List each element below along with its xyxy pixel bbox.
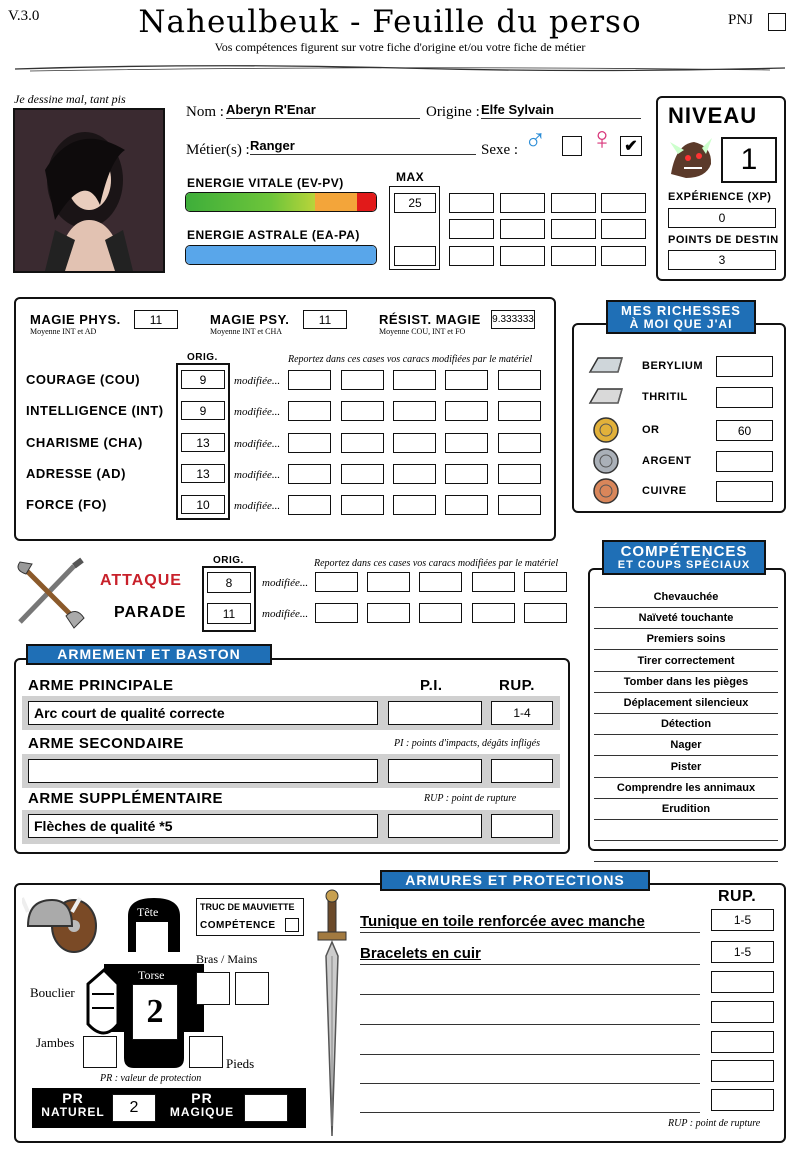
stat-modified-box[interactable]	[498, 433, 541, 453]
combat-modified-box[interactable]	[419, 603, 462, 623]
stat-modifie-label: modifiée...	[234, 500, 281, 512]
bras-left-value[interactable]	[196, 972, 230, 1005]
energy-extra-box[interactable]	[449, 219, 494, 239]
combat-modifie-label: modifiée...	[262, 608, 309, 620]
metier-field[interactable]: Ranger	[250, 138, 476, 155]
monster-icon	[666, 134, 716, 180]
armor-item-rup[interactable]: 1-5	[711, 941, 774, 963]
xp-label: EXPÉRIENCE (XP)	[668, 191, 772, 203]
bouclier-label: Bouclier	[30, 985, 75, 1000]
armor-item-name[interactable]: Tunique en toile renforcée avec manche	[360, 913, 700, 933]
armor-item-rup[interactable]	[711, 1031, 774, 1053]
pr-naturel-label-line1: PR	[62, 1090, 84, 1106]
stat-modified-box[interactable]	[288, 495, 331, 515]
stat-modifie-label: modifiée...	[234, 406, 281, 418]
max-label: MAX	[396, 170, 425, 184]
torse-label: Torse	[138, 968, 165, 982]
combat-modifie-label: modifiée...	[262, 577, 309, 589]
stat-label: CHARISME (CHA)	[26, 435, 143, 450]
stat-modified-box[interactable]	[445, 495, 488, 515]
energy-extra-box[interactable]	[551, 193, 596, 213]
energy-extra-box[interactable]	[601, 219, 646, 239]
tete-value[interactable]	[136, 922, 168, 954]
male-icon: ♂	[524, 124, 547, 157]
competence-item[interactable]: Nager	[594, 735, 778, 756]
resist-magie-value[interactable]: 9.333333	[491, 310, 535, 329]
stat-modifie-label: modifiée...	[234, 469, 281, 481]
ev-label: ENERGIE VITALE (EV-PV)	[187, 176, 344, 190]
ev-bar	[185, 192, 377, 212]
richesses-title-line1: MES RICHESSES	[621, 303, 741, 318]
combat-modified-box[interactable]	[472, 572, 515, 592]
stat-orig-value[interactable]: 10	[181, 495, 225, 514]
combat-modified-box[interactable]	[524, 572, 567, 592]
magie-psy-label: MAGIE PSY.	[210, 312, 290, 327]
metier-label: Métier(s) :	[186, 142, 250, 158]
armures-title: ARMURES ET PROTECTIONS	[380, 870, 650, 891]
ea-max-value[interactable]	[394, 246, 436, 266]
stat-modified-box[interactable]	[498, 401, 541, 421]
richesse-value[interactable]	[716, 451, 773, 472]
competence-item[interactable]	[594, 820, 778, 841]
stat-modified-box[interactable]	[288, 433, 331, 453]
portrait-image	[15, 110, 163, 271]
attaque-label: ATTAQUE	[100, 572, 182, 589]
arme-secondaire-rup[interactable]	[491, 759, 553, 783]
combat-note: Reportez dans ces cases vos caracs modifiées par le matériel	[314, 558, 559, 569]
competence-item[interactable]: Naïveté touchante	[594, 608, 778, 629]
copper-coin-icon	[586, 477, 626, 505]
stat-modified-box[interactable]	[341, 401, 384, 421]
pr-magique-label-line1: PR	[191, 1090, 213, 1106]
stat-modifie-label: modifiée...	[234, 375, 281, 387]
attaque-value[interactable]: 8	[207, 572, 251, 593]
torse-value[interactable]: 2	[132, 984, 178, 1040]
sexe-label: Sexe :	[481, 142, 519, 158]
magie-phys-label: MAGIE PHYS.	[30, 312, 121, 327]
stat-label: ADRESSE (AD)	[26, 466, 126, 481]
ev-max-value[interactable]: 25	[394, 193, 436, 213]
energy-extra-box[interactable]	[601, 193, 646, 213]
arme-principale-label: ARME PRINCIPALE	[28, 677, 174, 694]
nom-label: Nom :	[186, 104, 224, 120]
arme-principale-field[interactable]: Arc court de qualité correcte	[28, 701, 378, 725]
header-ornament-line	[10, 60, 790, 70]
stat-label: FORCE (FO)	[26, 497, 107, 512]
competence-item[interactable]: Tirer correctement	[594, 651, 778, 672]
ea-bar-fill	[186, 246, 376, 264]
stat-modified-box[interactable]	[288, 370, 331, 390]
combat-modified-box[interactable]	[472, 603, 515, 623]
armor-item-rup[interactable]: 1-5	[711, 909, 774, 931]
magie-phys-note: Moyenne INT et AD	[30, 327, 97, 336]
stat-orig-value[interactable]: 13	[181, 464, 225, 483]
stat-modified-box[interactable]	[341, 370, 384, 390]
armor-item-name[interactable]	[360, 1005, 700, 1025]
armor-item-rup[interactable]	[711, 971, 774, 993]
energy-extra-box[interactable]	[601, 246, 646, 266]
stat-modified-box[interactable]	[498, 495, 541, 515]
magie-psy-value[interactable]: 11	[303, 310, 347, 329]
combat-modified-box[interactable]	[524, 603, 567, 623]
combat-modified-box[interactable]	[315, 572, 358, 592]
arme-secondaire-pi[interactable]	[388, 759, 482, 783]
pr-magique-label-line2: MAGIQUE	[169, 1105, 235, 1120]
richesse-label: CUIVRE	[642, 485, 687, 497]
richesses-title	[606, 300, 756, 334]
combat-modified-box[interactable]	[419, 572, 462, 592]
version-label: V.3.0	[8, 8, 40, 24]
arme-principale-rup[interactable]: 1-4	[491, 701, 553, 725]
competence-item[interactable]	[594, 841, 778, 862]
pnj-label: PNJ	[728, 12, 754, 28]
armures-rup-label: RUP.	[718, 888, 757, 905]
xp-value[interactable]: 0	[668, 208, 776, 228]
energy-extra-box[interactable]	[449, 246, 494, 266]
pi-label: P.I.	[420, 677, 443, 694]
richesse-value[interactable]: 60	[716, 420, 773, 441]
competence-label: COMPÉTENCE	[200, 920, 276, 931]
pi-note: PI : points d'impacts, dégâts infligés	[394, 738, 541, 749]
sword-icon	[314, 886, 350, 1136]
rup-note-armor: RUP : point de rupture	[668, 1118, 761, 1129]
pr-note: PR : valeur de protection	[100, 1073, 202, 1084]
portrait-frame	[13, 108, 165, 273]
armor-item-name[interactable]: Bracelets en cuir	[360, 945, 700, 965]
richesse-label: ARGENT	[642, 455, 692, 467]
armor-item-rup[interactable]	[711, 1089, 774, 1111]
pieds-value[interactable]	[189, 1036, 223, 1068]
arme-supp-label: ARME SUPPLÉMENTAIRE	[28, 790, 224, 807]
stat-modified-box[interactable]	[445, 401, 488, 421]
tete-label: Tête	[137, 905, 159, 919]
competence-item[interactable]: Détection	[594, 714, 778, 735]
female-icon: ♀	[590, 120, 614, 156]
destin-label: POINTS DE DESTIN	[668, 234, 779, 246]
competences-title-line1: COMPÉTENCES	[620, 543, 748, 560]
richesse-label: OR	[642, 424, 660, 436]
stat-orig-value[interactable]: 9	[181, 370, 225, 389]
pr-magique-value[interactable]	[244, 1094, 288, 1122]
competences-title-line2: ET COUPS SPÉCIAUX	[617, 558, 751, 571]
richesse-value[interactable]	[716, 481, 773, 502]
competences-title	[602, 540, 766, 575]
stats-orig-label: ORIG.	[187, 352, 218, 363]
stats-note: Reportez dans ces cases vos caracs modifiées par le matériel	[288, 354, 533, 365]
armement-title: ARMEMENT ET BASTON	[26, 644, 272, 665]
jambes-value[interactable]	[83, 1036, 117, 1068]
pr-magique-label	[162, 1091, 242, 1120]
richesse-label: BERYLIUM	[642, 360, 704, 372]
stat-modified-box[interactable]	[445, 464, 488, 484]
stat-modified-box[interactable]	[393, 495, 436, 515]
berylium-ingot-icon	[586, 352, 626, 380]
arme-secondaire-field[interactable]	[28, 759, 378, 783]
pr-naturel-label-line2: NATUREL	[41, 1105, 105, 1120]
female-checkbox[interactable]: ✔	[620, 136, 642, 156]
energy-extra-box[interactable]	[449, 193, 494, 213]
energy-extra-box[interactable]	[551, 219, 596, 239]
arme-principale-pi[interactable]	[388, 701, 482, 725]
stat-label: COURAGE (COU)	[26, 372, 141, 387]
combat-orig-label: ORIG.	[213, 555, 244, 566]
richesses-title-line2: À MOI QUE J'AI	[629, 316, 733, 331]
competence-item[interactable]: Premiers soins	[594, 629, 778, 650]
stat-modifie-label: modifiée...	[234, 438, 281, 450]
stat-modified-box[interactable]	[393, 370, 436, 390]
competence-item[interactable]: Comprendre les annimaux	[594, 778, 778, 799]
stat-modified-box[interactable]	[393, 401, 436, 421]
stat-modified-box[interactable]	[393, 433, 436, 453]
stat-modified-box[interactable]	[498, 370, 541, 390]
arme-supp-pi[interactable]	[388, 814, 482, 838]
pieds-label: Pieds	[226, 1056, 255, 1071]
armor-item-name[interactable]	[360, 1035, 700, 1055]
competence-item[interactable]: Chevauchée	[594, 587, 778, 608]
pnj-checkbox[interactable]	[768, 13, 786, 31]
nom-field[interactable]: Aberyn R'Enar	[226, 102, 420, 119]
pr-naturel-label	[36, 1091, 110, 1120]
magie-psy-note: Moyenne INT et CHA	[210, 327, 283, 336]
thritil-ingot-icon	[586, 383, 626, 411]
gold-coin-icon	[586, 416, 626, 444]
pr-naturel-value[interactable]: 2	[112, 1094, 156, 1122]
bras-right-value[interactable]	[235, 972, 269, 1005]
arme-supp-field[interactable]: Flèches de qualité *5	[28, 814, 378, 838]
richesse-value[interactable]	[716, 387, 773, 408]
arme-supp-rup[interactable]	[491, 814, 553, 838]
ev-bar-fill	[186, 193, 376, 211]
energy-extra-box[interactable]	[551, 246, 596, 266]
competence-item[interactable]: Tomber dans les pièges	[594, 672, 778, 693]
armor-item-name[interactable]	[360, 1093, 700, 1113]
stat-modified-box[interactable]	[341, 464, 384, 484]
parade-value[interactable]: 11	[207, 603, 251, 624]
stat-orig-value[interactable]: 9	[181, 401, 225, 420]
combat-modified-box[interactable]	[315, 603, 358, 623]
competence-item[interactable]: Erudition	[594, 799, 778, 820]
page-title: Naheulbeuk - Feuille du perso	[138, 4, 642, 40]
armor-item-name[interactable]	[360, 1064, 700, 1084]
combat-modified-box[interactable]	[367, 603, 410, 623]
portrait-caption: Je dessine mal, tant pis	[14, 92, 126, 106]
silver-coin-icon	[586, 447, 626, 475]
stat-modified-box[interactable]	[288, 464, 331, 484]
stat-modified-box[interactable]	[341, 433, 384, 453]
level-value[interactable]: 1	[721, 137, 777, 183]
stat-modified-box[interactable]	[288, 401, 331, 421]
ea-bar	[185, 245, 377, 265]
stat-modified-box[interactable]	[445, 433, 488, 453]
resist-magie-label: RÉSIST. MAGIE	[379, 312, 481, 327]
arme-secondaire-label: ARME SECONDAIRE	[28, 735, 184, 752]
magie-phys-value[interactable]: 11	[134, 310, 178, 329]
resist-magie-note: Moyenne COU, INT et FO	[379, 327, 466, 336]
stat-modified-box[interactable]	[393, 464, 436, 484]
richesse-value[interactable]	[716, 356, 773, 377]
stat-modified-box[interactable]	[498, 464, 541, 484]
truc-mauviette-label: TRUC DE MAUVIETTE	[200, 902, 295, 912]
stat-modified-box[interactable]	[445, 370, 488, 390]
male-checkbox[interactable]	[562, 136, 582, 156]
rup-label: RUP.	[499, 677, 535, 694]
stat-orig-value[interactable]: 13	[181, 433, 225, 452]
crossed-weapons-icon	[12, 556, 88, 630]
stat-label: INTELLIGENCE (INT)	[26, 403, 164, 418]
energy-extra-box[interactable]	[500, 193, 545, 213]
jambes-label: Jambes	[36, 1035, 75, 1050]
parade-label: PARADE	[114, 604, 187, 621]
destin-value[interactable]: 3	[668, 250, 776, 270]
origine-field[interactable]: Elfe Sylvain	[481, 102, 641, 119]
bras-label: Bras / Mains	[196, 952, 258, 966]
energy-extra-box[interactable]	[500, 219, 545, 239]
armor-item-rup[interactable]	[711, 1060, 774, 1082]
competence-checkbox[interactable]	[285, 918, 299, 932]
richesse-label: THRITIL	[642, 391, 688, 403]
stat-modified-box[interactable]	[341, 495, 384, 515]
page-subtitle: Vos compétences figurent sur votre fiche d'origine et/ou votre fiche de métier	[214, 40, 586, 54]
niveau-label: NIVEAU	[668, 103, 758, 128]
energy-extra-box[interactable]	[500, 246, 545, 266]
origine-label: Origine :	[426, 104, 480, 120]
competence-item[interactable]: Déplacement silencieux	[594, 693, 778, 714]
armor-item-name[interactable]	[360, 975, 700, 995]
ea-label: ENERGIE ASTRALE (EA-PA)	[187, 228, 360, 242]
competence-item[interactable]: Pister	[594, 757, 778, 778]
rup-note-weapons: RUP : point de rupture	[424, 793, 517, 804]
armor-item-rup[interactable]	[711, 1001, 774, 1023]
combat-modified-box[interactable]	[367, 572, 410, 592]
